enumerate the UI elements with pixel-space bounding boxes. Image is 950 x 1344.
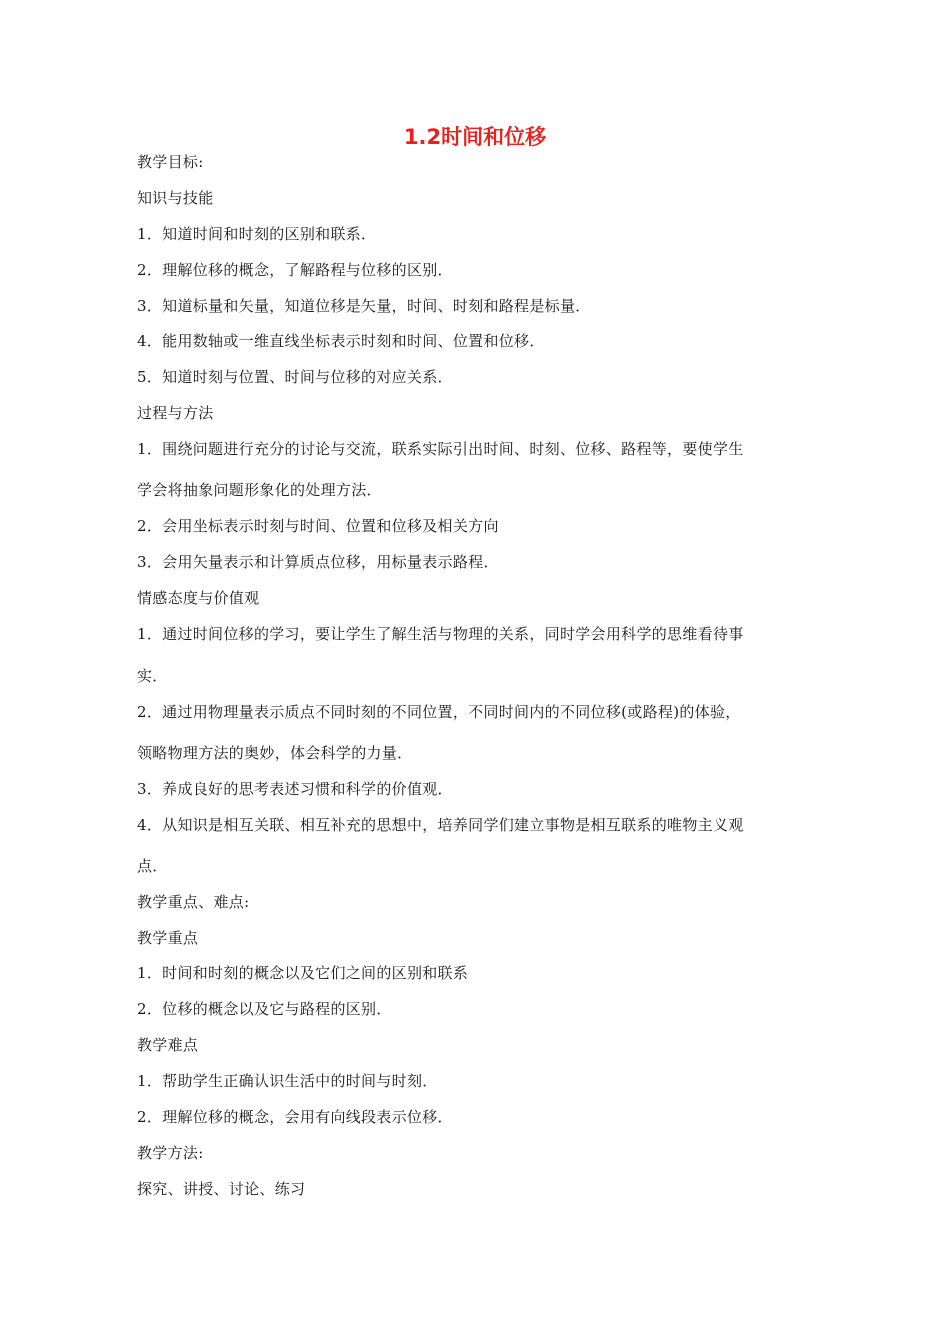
subheading-knowledge-skills: 知识与技能 <box>137 189 214 207</box>
text-line: 1．时间和时刻的概念以及它们之间的区别和联系 <box>137 964 469 982</box>
text-line: 1．帮助学生正确认识生活中的时间与时刻． <box>137 1072 438 1090</box>
text-line: 4．从知识是相互关联、相互补充的思想中，培养同学们建立事物是相互联系的唯物主义观 <box>137 816 744 834</box>
subheading-attitudes-values: 情感态度与价值观 <box>137 589 260 607</box>
text-line: 3．知道标量和矢量，知道位移是矢量，时间、时刻和路程是标量． <box>137 297 591 315</box>
text-line: 2．通过用物理量表示质点不同时刻的不同位置，不同时间内的不同位移(或路程)的体验， <box>137 703 741 721</box>
subheading-process-methods: 过程与方法 <box>137 404 214 422</box>
section-heading-key-difficult-points: 教学重点、难点: <box>137 893 250 911</box>
text-line: 学会将抽象问题形象化的处理方法． <box>137 481 382 499</box>
text-line: 领略物理方法的奥妙，体会科学的力量． <box>137 744 413 762</box>
text-line: 4．能用数轴或一维直线坐标表示时刻和时间、位置和位移． <box>137 332 545 350</box>
text-line: 3．会用矢量表示和计算质点位移，用标量表示路程． <box>137 553 499 571</box>
text-line: 2．会用坐标表示时刻与时间、位置和位移及相关方向 <box>137 517 499 535</box>
text-line: 实． <box>137 667 168 685</box>
subheading-difficult-points: 教学难点 <box>137 1036 199 1054</box>
text-line: 探究、讲授、讨论、练习 <box>137 1180 306 1198</box>
text-line: 2．理解位移的概念，了解路程与位移的区别． <box>137 261 453 279</box>
text-line: 点． <box>137 857 168 875</box>
text-line: 1．围绕问题进行充分的讨论与交流，联系实际引出时间、时刻、位移、路程等，要使学生 <box>137 440 744 458</box>
text-line: 5．知道时刻与位置、时间与位移的对应关系． <box>137 368 453 386</box>
text-line: 3．养成良好的思考表述习惯和科学的价值观． <box>137 780 453 798</box>
text-line: 2．位移的概念以及它与路程的区别． <box>137 1000 392 1018</box>
document-title: 1.2时间和位移 <box>403 125 547 149</box>
section-heading-teaching-goals: 教学目标: <box>137 153 204 171</box>
subheading-key-points: 教学重点 <box>137 929 199 947</box>
text-line: 2．理解位移的概念，会用有向线段表示位移． <box>137 1108 453 1126</box>
text-line: 1．知道时间和时刻的区别和联系． <box>137 225 377 243</box>
text-line: 1．通过时间位移的学习，要让学生了解生活与物理的关系，同时学会用科学的思维看待事 <box>137 625 744 643</box>
section-heading-teaching-methods: 教学方法: <box>137 1144 204 1162</box>
